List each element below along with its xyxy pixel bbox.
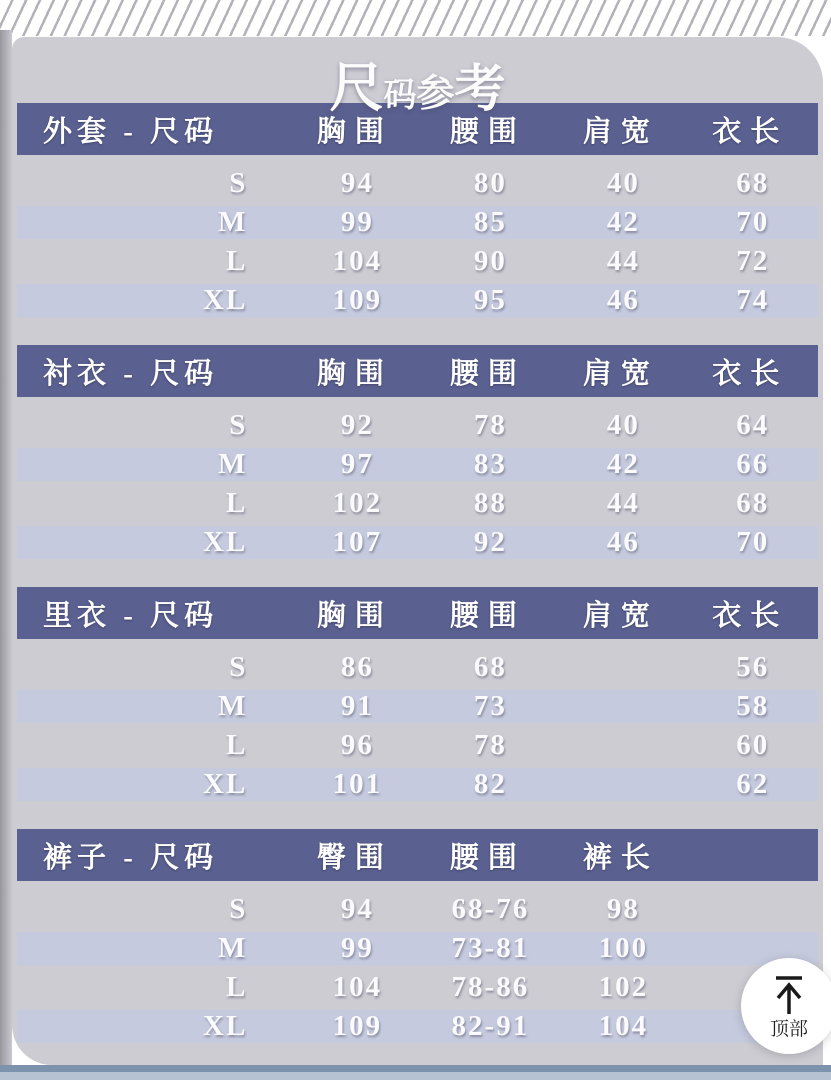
value-cell: 70 bbox=[736, 526, 770, 558]
size-label-cell: L bbox=[226, 729, 248, 761]
value-cell: 86 bbox=[340, 651, 374, 683]
value-cell: 70 bbox=[736, 206, 770, 238]
size-label-cell: S bbox=[229, 167, 248, 199]
value-cell: 78-86 bbox=[451, 971, 530, 1003]
value-cell: 92 bbox=[340, 409, 374, 441]
value-cell bbox=[559, 687, 687, 726]
title-char: 码 bbox=[383, 78, 417, 114]
size-table-header-row bbox=[17, 345, 818, 397]
size-table-body bbox=[17, 164, 818, 320]
back-to-top-button[interactable] bbox=[741, 958, 831, 1054]
size-table-body bbox=[17, 648, 818, 804]
size-label-cell: M bbox=[217, 448, 248, 480]
value-cell: 40 bbox=[606, 409, 640, 441]
column-header: 衣长 bbox=[712, 599, 789, 632]
table-label: 衬衣 - 尺码 bbox=[43, 357, 219, 390]
table-row bbox=[17, 687, 818, 726]
value-cell: 91 bbox=[340, 690, 374, 722]
column-header: 肩宽 bbox=[582, 357, 659, 390]
value-cell: 44 bbox=[606, 245, 640, 277]
size-table-header-row bbox=[17, 587, 818, 639]
size-label-cell: M bbox=[217, 690, 248, 722]
value-cell: 107 bbox=[332, 526, 383, 558]
size-label-cell: M bbox=[217, 206, 248, 238]
column-header: 腰围 bbox=[449, 115, 526, 148]
table-row bbox=[17, 164, 818, 203]
column-header: 衣长 bbox=[712, 115, 789, 148]
bottom-divider-light bbox=[0, 1072, 831, 1080]
column-header: 肩宽 bbox=[582, 599, 659, 632]
column-header: 臀围 bbox=[316, 841, 393, 874]
value-cell: 90 bbox=[473, 245, 507, 277]
table-row bbox=[17, 484, 818, 523]
value-cell: 94 bbox=[340, 893, 374, 925]
value-cell: 42 bbox=[606, 206, 640, 238]
table-row bbox=[17, 203, 818, 242]
table-row bbox=[17, 281, 818, 320]
table-row bbox=[17, 406, 818, 445]
value-cell: 100 bbox=[598, 932, 649, 964]
value-cell: 68 bbox=[736, 487, 770, 519]
size-label-cell: L bbox=[226, 487, 248, 519]
up-arrow-to-top-icon bbox=[770, 974, 808, 1019]
value-cell: 64 bbox=[736, 409, 770, 441]
size-table bbox=[17, 829, 818, 1046]
size-label-cell: M bbox=[217, 932, 248, 964]
page-title bbox=[12, 45, 823, 118]
value-cell: 78 bbox=[473, 729, 507, 761]
size-table bbox=[17, 103, 818, 320]
column-header: 胸围 bbox=[316, 357, 393, 390]
value-cell: 40 bbox=[606, 167, 640, 199]
size-table bbox=[17, 587, 818, 804]
value-cell: 72 bbox=[736, 245, 770, 277]
size-label-cell: L bbox=[226, 245, 248, 277]
size-label-cell: XL bbox=[203, 526, 248, 558]
size-label-cell: S bbox=[229, 409, 248, 441]
column-header: 腰围 bbox=[449, 357, 526, 390]
size-table-body bbox=[17, 890, 818, 1046]
value-cell bbox=[687, 890, 818, 929]
title-char: 尺 bbox=[329, 58, 384, 118]
value-cell bbox=[559, 726, 687, 765]
size-label-cell: XL bbox=[203, 284, 248, 316]
table-row bbox=[17, 445, 818, 484]
table-row bbox=[17, 726, 818, 765]
value-cell: 99 bbox=[340, 206, 374, 238]
value-cell: 73 bbox=[473, 690, 507, 722]
value-cell bbox=[559, 648, 687, 687]
value-cell: 68 bbox=[473, 651, 507, 683]
value-cell bbox=[559, 765, 687, 804]
value-cell: 95 bbox=[473, 284, 507, 316]
value-cell: 109 bbox=[332, 284, 383, 316]
value-cell: 104 bbox=[332, 245, 383, 277]
title-char: 参 bbox=[416, 73, 455, 115]
table-row bbox=[17, 523, 818, 562]
table-row bbox=[17, 890, 818, 929]
column-header: 肩宽 bbox=[582, 115, 659, 148]
back-to-top-label: 顶部 bbox=[769, 1018, 808, 1040]
value-cell: 82-91 bbox=[451, 1010, 530, 1042]
value-cell: 85 bbox=[473, 206, 507, 238]
size-table-header-row bbox=[17, 103, 818, 155]
value-cell: 102 bbox=[598, 971, 649, 1003]
value-cell: 58 bbox=[736, 690, 770, 722]
value-cell: 80 bbox=[473, 167, 507, 199]
table-row bbox=[17, 968, 818, 1007]
value-cell: 94 bbox=[340, 167, 374, 199]
size-label-cell: L bbox=[226, 971, 248, 1003]
value-cell: 46 bbox=[606, 284, 640, 316]
size-label-cell: S bbox=[229, 893, 248, 925]
value-cell: 83 bbox=[473, 448, 507, 480]
value-cell: 46 bbox=[606, 526, 640, 558]
value-cell: 97 bbox=[340, 448, 374, 480]
value-cell: 62 bbox=[736, 768, 770, 800]
value-cell: 104 bbox=[332, 971, 383, 1003]
column-header: 腰围 bbox=[449, 841, 526, 874]
table-label: 外套 - 尺码 bbox=[43, 115, 219, 148]
size-table bbox=[17, 345, 818, 562]
size-tables-container bbox=[12, 103, 823, 1046]
value-cell: 82 bbox=[473, 768, 507, 800]
column-header: 裤长 bbox=[582, 841, 659, 874]
value-cell: 73-81 bbox=[451, 932, 530, 964]
value-cell: 42 bbox=[606, 448, 640, 480]
size-label-cell: XL bbox=[203, 1010, 248, 1042]
value-cell: 109 bbox=[332, 1010, 383, 1042]
size-table-body bbox=[17, 406, 818, 562]
value-cell: 56 bbox=[736, 651, 770, 683]
value-cell: 44 bbox=[606, 487, 640, 519]
value-cell: 60 bbox=[736, 729, 770, 761]
value-cell: 92 bbox=[473, 526, 507, 558]
left-edge-shadow bbox=[0, 30, 12, 1080]
value-cell: 78 bbox=[473, 409, 507, 441]
size-table-header-row bbox=[17, 829, 818, 881]
size-label-cell: XL bbox=[203, 768, 248, 800]
table-row bbox=[17, 648, 818, 687]
value-cell: 99 bbox=[340, 932, 374, 964]
table-row bbox=[17, 1007, 818, 1046]
size-chart-panel bbox=[12, 37, 823, 1065]
column-header: 胸围 bbox=[316, 115, 393, 148]
value-cell: 74 bbox=[736, 284, 770, 316]
column-header: 腰围 bbox=[449, 599, 526, 632]
bottom-divider-dark bbox=[0, 1065, 831, 1072]
table-label: 裤子 - 尺码 bbox=[43, 841, 219, 874]
column-header: 衣长 bbox=[712, 357, 789, 390]
value-cell: 98 bbox=[606, 893, 640, 925]
value-cell: 104 bbox=[598, 1010, 649, 1042]
value-cell: 68 bbox=[736, 167, 770, 199]
title-char: 考 bbox=[454, 62, 506, 118]
value-cell: 88 bbox=[473, 487, 507, 519]
table-row bbox=[17, 242, 818, 281]
table-row bbox=[17, 765, 818, 804]
diagonal-stripes-decoration bbox=[0, 0, 831, 36]
value-cell: 102 bbox=[332, 487, 383, 519]
table-row bbox=[17, 929, 818, 968]
size-label-cell: S bbox=[229, 651, 248, 683]
value-cell: 96 bbox=[340, 729, 374, 761]
column-header: 胸围 bbox=[316, 599, 393, 632]
value-cell: 68-76 bbox=[451, 893, 530, 925]
value-cell: 66 bbox=[736, 448, 770, 480]
table-label: 里衣 - 尺码 bbox=[43, 599, 219, 632]
value-cell: 101 bbox=[332, 768, 383, 800]
